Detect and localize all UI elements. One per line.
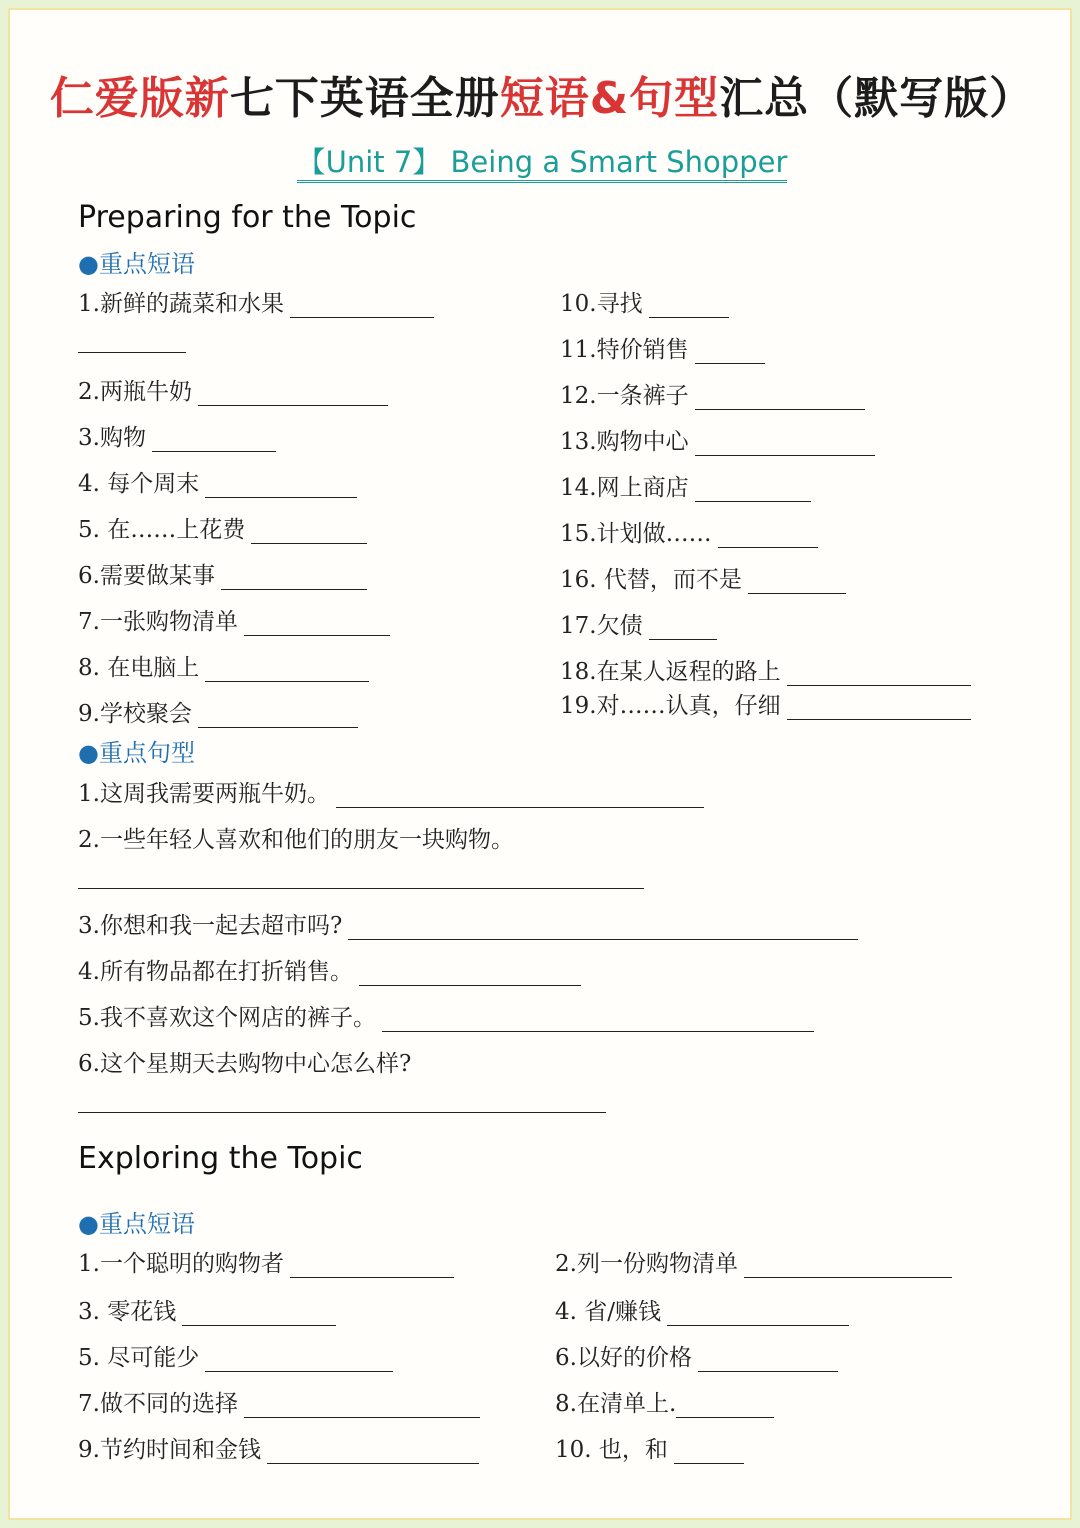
answer-blank[interactable] bbox=[198, 383, 388, 406]
sentence-item: 5.我不喜欢这个网店的裤子。 bbox=[78, 1004, 814, 1032]
answer-blank[interactable] bbox=[244, 1395, 480, 1418]
answer-blank[interactable] bbox=[205, 475, 357, 498]
sentence-item: 3.你想和我一起去超市吗? bbox=[78, 912, 858, 940]
phrase-item: 10. 也，和 bbox=[555, 1436, 744, 1464]
answer-blank[interactable] bbox=[667, 1303, 849, 1326]
phrase-item: 19.对……认真，仔细 bbox=[560, 692, 971, 720]
title-part-1: 仁爱版新 bbox=[49, 73, 230, 124]
phrase-item: 8. 在电脑上 bbox=[78, 654, 369, 682]
phrase-item: 18.在某人返程的路上 bbox=[560, 658, 971, 686]
answer-blank[interactable] bbox=[290, 295, 434, 318]
answer-blank[interactable] bbox=[205, 659, 369, 682]
answer-blank[interactable] bbox=[267, 1441, 479, 1464]
key-phrases-label: ●重点短语 bbox=[78, 250, 195, 278]
phrase-item: 2.列一份购物清单 bbox=[555, 1250, 952, 1278]
phrase-item: 6.需要做某事 bbox=[78, 562, 367, 590]
phrase-item: 1.新鲜的蔬菜和水果 bbox=[78, 290, 434, 318]
answer-blank[interactable] bbox=[359, 963, 581, 986]
answer-blank[interactable] bbox=[787, 663, 971, 686]
answer-blank[interactable] bbox=[382, 1009, 814, 1032]
phrase-item: 1.一个聪明的购物者 bbox=[78, 1250, 454, 1278]
phrase-item: 10.寻找 bbox=[560, 290, 729, 318]
phrase-item: 6.以好的价格 bbox=[555, 1344, 838, 1372]
answer-blank[interactable] bbox=[348, 917, 858, 940]
phrase-item: 3. 零花钱 bbox=[78, 1298, 336, 1326]
answer-blank[interactable] bbox=[676, 1395, 774, 1418]
phrase-item: 13.购物中心 bbox=[560, 428, 875, 456]
answer-blank[interactable] bbox=[649, 617, 717, 640]
answer-blank[interactable] bbox=[205, 1349, 393, 1372]
unit-subtitle bbox=[10, 140, 1074, 181]
answer-blank[interactable] bbox=[251, 521, 367, 544]
phrase-item: 4. 省/赚钱 bbox=[555, 1298, 849, 1326]
answer-blank[interactable] bbox=[744, 1255, 952, 1278]
title-part-4: 汇总（默写版） bbox=[719, 73, 1035, 124]
phrase-item: 7.做不同的选择 bbox=[78, 1390, 480, 1418]
answer-blank[interactable] bbox=[221, 567, 367, 590]
phrase-item: 14.网上商店 bbox=[560, 474, 811, 502]
answer-blank[interactable] bbox=[198, 705, 358, 728]
answer-blank[interactable] bbox=[182, 1303, 336, 1326]
answer-blank[interactable] bbox=[718, 525, 818, 548]
answer-blank[interactable] bbox=[649, 295, 729, 318]
phrase-item: 9.学校聚会 bbox=[78, 700, 358, 728]
answer-blank[interactable] bbox=[787, 697, 971, 720]
phrase-item: 8.在清单上. bbox=[555, 1390, 774, 1418]
title-part-3: 短语&句型 bbox=[499, 73, 720, 124]
section-heading-preparing: Preparing for the Topic bbox=[78, 200, 417, 235]
unit-subtitle-text: 【Unit 7】 Being a Smart Shopper bbox=[297, 145, 788, 183]
answer-blank[interactable] bbox=[290, 1255, 454, 1278]
answer-blank[interactable] bbox=[698, 1349, 838, 1372]
phrase-item: 9.节约时间和金钱 bbox=[78, 1436, 479, 1464]
phrase-item: 12.一条裤子 bbox=[560, 382, 865, 410]
phrase-item: 4. 每个周末 bbox=[78, 470, 357, 498]
phrase-item: 5. 在……上花费 bbox=[78, 516, 367, 544]
phrase-item: 5. 尽可能少 bbox=[78, 1344, 393, 1372]
page-title bbox=[10, 62, 1074, 126]
phrase-item: 11.特价销售 bbox=[560, 336, 765, 364]
answer-blank[interactable] bbox=[336, 785, 704, 808]
answer-blank[interactable] bbox=[748, 571, 846, 594]
answer-blank[interactable] bbox=[244, 613, 390, 636]
section-heading-exploring: Exploring the Topic bbox=[78, 1141, 363, 1176]
key-phrases-label: ●重点短语 bbox=[78, 1210, 195, 1238]
answer-blank[interactable] bbox=[695, 387, 865, 410]
phrase-item: 17.欠债 bbox=[560, 612, 717, 640]
answer-blank[interactable] bbox=[78, 1112, 606, 1113]
worksheet-page bbox=[8, 8, 1072, 1520]
answer-blank[interactable] bbox=[674, 1441, 744, 1464]
title-part-2: 七下英语全册 bbox=[229, 73, 500, 124]
sentence-item: 1.这周我需要两瓶牛奶。 bbox=[78, 780, 704, 808]
phrase-item: 15.计划做…… bbox=[560, 520, 818, 548]
sentence-item: 2.一些年轻人喜欢和他们的朋友一块购物。 bbox=[78, 827, 514, 853]
phrase-item: 3.购物 bbox=[78, 424, 276, 452]
answer-blank[interactable] bbox=[695, 341, 765, 364]
answer-blank[interactable] bbox=[152, 429, 276, 452]
answer-blank[interactable] bbox=[78, 888, 644, 889]
sentence-item: 4.所有物品都在打折销售。 bbox=[78, 958, 581, 986]
phrase-item: 2.两瓶牛奶 bbox=[78, 378, 388, 406]
answer-blank[interactable] bbox=[78, 352, 186, 353]
answer-blank[interactable] bbox=[695, 433, 875, 456]
phrase-item: 16. 代替，而不是 bbox=[560, 566, 846, 594]
key-sentences-label: ●重点句型 bbox=[78, 739, 195, 767]
sentence-item: 6.这个星期天去购物中心怎么样? bbox=[78, 1051, 412, 1077]
phrase-item: 7.一张购物清单 bbox=[78, 608, 390, 636]
answer-blank[interactable] bbox=[695, 479, 811, 502]
